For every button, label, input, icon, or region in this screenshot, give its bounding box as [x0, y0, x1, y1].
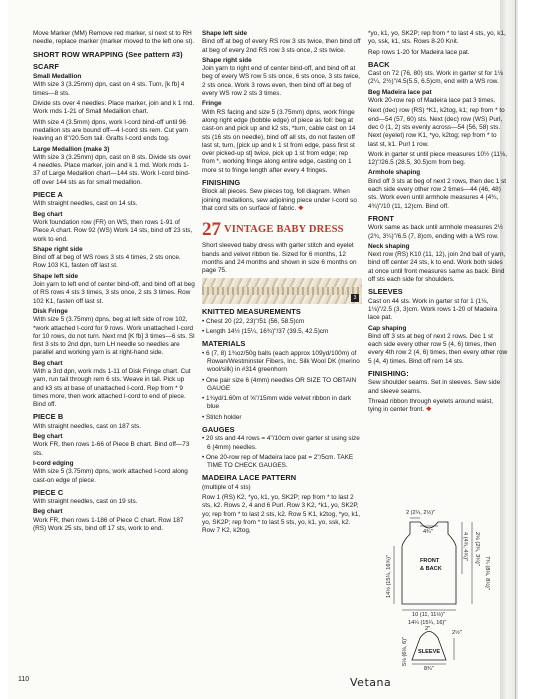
lace-pattern-heading: MADEIRA LACE PATTERN — [202, 473, 297, 483]
large-medallion-text: With size 3 (3.25mm) dpn, cast on 8 sts. Divide sts over 4 needles. Place marker, join and k 1 rnd. Work rnds 1-37 of Large Medallion chart—144 sts. Work I-cord bind-off over 144 sts as for small medallion. — [33, 153, 191, 186]
shape-left-heading: Shape left side — [33, 272, 79, 280]
beg-lace-text: Work 20-row rep of Madeira lace pat 3 times. — [368, 97, 496, 105]
front-text: Work same as back until armhole measures 2½ (2¾, 3¼)"/6.5 (7, 8)cm, ending with a WS row. — [368, 224, 503, 240]
lace-multiple: (multiple of 4 sts) — [202, 483, 251, 491]
beg-chart-text-3: Work FR, then rows 1-66 of Piece B chart. Bind off—73 sts. — [33, 441, 190, 457]
materials-heading: MATERIALS — [202, 339, 246, 349]
beg-chart-heading-1: Beg chart — [33, 210, 63, 218]
shape-left-heading-2: Shape left side — [202, 30, 248, 37]
back-text: Cast on 72 (76, 80) sts. Work in garter st for 1⅛ (2¼, 2½)"/4.5(5.5, 6.5)cm, end with a WS row. — [368, 70, 503, 86]
beg-chart-text-1: Work foundation row (FR) on WS, then rows 1-91 of Piece A chart. Row 92 (WS) Work 14 sts, bind off 23 sts, work to end. — [33, 218, 193, 243]
scarf-heading: SCARF — [33, 61, 59, 71]
piece-a-text: With straight needles, cast on 14 sts. — [33, 200, 138, 208]
neck-width-label: 4¾" — [423, 529, 433, 535]
materials-ribbon: • 1¾yd/1.60m of ⅝"/15mm wide velvet ribbon in dark blue — [202, 395, 352, 411]
small-medallion-text-1: With size 3 (3.25mm) dpn, cast on 4 sts. Turn, [k fb] 4 times—8 sts. — [33, 81, 185, 97]
lace-swatch-photo — [202, 278, 362, 304]
armhole-label: 2⅛ (2¾, 3¼)" — [474, 532, 480, 566]
ribbon-body: Thread ribbon through eyelets around waist, tying in center front. — [368, 397, 494, 414]
end-mark-icon: ❖ — [297, 204, 304, 212]
shape-right-text: Bind off at beg of WS rows 3 sts 4 times, 2 sts once. Row 103 K1, fasten off last st. — [33, 254, 181, 270]
materials-needles: • One pair size 6 (4mm) needles OR SIZE TO OBTAIN GAUGE — [202, 376, 357, 392]
shape-right-heading: Shape right side — [33, 245, 83, 253]
neck-text: Next row (RS) K10 (11, 12), join 2nd ball of yarn, bind off center 24 sts, k to end. Work both sides at once until front measures same as back. Bind off sts each side for shoulders. — [368, 251, 506, 284]
shape-left-text-2: Bind off at beg of every RS row 3 sts twice, then bind off at beg of every 2nd RS row 3 sts once, 2 sts twice. — [202, 38, 361, 54]
sleeve-bottom-label: 8¾" — [424, 666, 434, 670]
short-row-heading: SHORT ROW WRAPPING (See pattern #3) — [33, 49, 183, 59]
section-title — [202, 221, 362, 239]
sleeve-side-label: 2½" — [452, 630, 462, 636]
lace-repeat: Rep rows 1-20 for Madeira lace pat. — [368, 48, 470, 56]
materials-yarn: • 6 (7, 8) 1¾oz/50g balls (each approx 109yd/100m) of Rowan/Westminster Fibers, Inc. Silk Wool DK (merino wool/silk) in #314 greenhorn — [202, 349, 360, 374]
side-length-label: 7¾ (8⅛, 8½)" — [484, 556, 490, 590]
piece-b-heading: PIECE B — [33, 412, 64, 422]
finishing-body: Block all pieces. Sew pieces tog, foll diagram. When joining medallions, sew adjoining piece under I-cord so that cord sits on surface of fabric. — [202, 188, 357, 212]
sleeve-panel — [412, 632, 446, 661]
cap-heading: Cap shaping — [368, 324, 407, 332]
gauge-garter: • 20 sts and 44 rows = 4"/10cm over garter st using size 6 (4mm) needles. — [202, 435, 360, 451]
neck-heading: Neck shaping — [368, 242, 410, 250]
piece-c-text: With straight needles, cast on 19 sts. — [33, 498, 138, 506]
armhole-text: Bind off 3 sts at beg of next 2 rows, then dec 1 st each side every other row 2 times—44 (46, 48) sts. Work even until armhole measures 4 (4¾, 4¾)"/10 (11, 12)cm. Bind off. — [368, 177, 507, 210]
shape-right-text-2: Join yarn to right end of center bind-off, and bind off at beg of every WS row 5 sts once, 6 sts once, 3 sts twice, 2 sts once. Work 3 rows even, then bind off at beg of every WS row 2 sts 3 times. — [202, 65, 361, 98]
disk-fringe-text: With size 5 (3.75mm) dpns, beg at left side of row 102, *work attached I-cord for 9 rows. Work unattached I-cord for 10 rows, do not turn. Next rnd [K fb] 3 times—6 sts. Sl first 3 sts to 2nd dpn, turn LH needle so needles are parallel and working yarn is at right-hand side. — [33, 316, 195, 357]
icord-edging-text: With size 5 (3.75mm) dpns, work attached I-cord along cast-on edge of piece. — [33, 468, 188, 484]
fringe-heading: Fringe — [202, 100, 222, 108]
dress-intro: Short sleeved baby dress with garter stitch and eyelet bands and velvet ribbon tie. Sized for 6 months, 12 months and 24 months and shown in size 6 months on page 75. — [202, 242, 357, 275]
finishing-text — [202, 188, 362, 213]
piece-c-heading: PIECE C — [33, 487, 64, 497]
section-name: VINTAGE BABY DRESS — [224, 224, 344, 236]
sleeves-heading: SLEEVES — [368, 287, 403, 297]
small-medallion-text-3: With size 4 (3.5mm) dpns, work I-cord bind-off until 96 medallion sts are bound off—4 I-cord sts rem. Cut yarn leaving an 8"/20.5cm tail. Grafts I-cord ends tog. — [33, 118, 189, 143]
gauge-lace: • One 20-row rep of Madeira lace pat = 2"/5cm. TAKE TIME TO CHECK GAUGES. — [202, 453, 354, 470]
finishing-heading: FINISHING — [202, 178, 241, 188]
swatch-eyelet-band — [202, 287, 362, 295]
beg-chart-heading-4: Beg chart — [33, 508, 63, 516]
chest-measurement: • Chest 20 (22, 23)"/51 (56, 58.5)cm — [202, 317, 305, 325]
sleeve-length-label: 5⅛ (6⅛, 6)" — [402, 636, 408, 666]
signature-watermark: Vetana — [350, 676, 392, 689]
panel-label-front: FRONT — [420, 558, 440, 564]
beg-chart-heading-2: Beg chart — [33, 359, 63, 367]
back-heading: BACK — [368, 59, 390, 69]
garter-length-text: Work in garter st until piece measures 10½ (11⅛, 12)"/26.5 (28.5, 30.5)cm from beg. — [368, 150, 508, 167]
swatch-number-tag: 3 — [351, 294, 359, 302]
armhole-heading: Armhole shaping — [368, 169, 421, 177]
disk-fringe-heading: Disk Fringe — [33, 307, 68, 315]
column-2 — [202, 30, 362, 538]
sleeve-top-label: 2" — [425, 626, 431, 632]
body-length-label: 14½ (15¼, 16¾)" — [386, 554, 392, 598]
page-number: 110 — [18, 676, 30, 683]
piece-b-text: With straight needles, cast on 187 sts. — [33, 422, 141, 430]
sleeve-label: SLEEVE — [418, 649, 441, 655]
spine-edge — [515, 0, 516, 699]
section-number: 27 — [202, 219, 221, 241]
column-1 — [33, 30, 195, 535]
length-measurement: • Length 14½ (15¼, 16¾)"/37 (39.5, 42.5)cm — [202, 328, 329, 336]
small-medallion-heading: Small Medallion — [33, 73, 82, 81]
gauges-heading: GAUGES — [202, 424, 235, 434]
shape-right-heading-2: Shape right side — [202, 56, 252, 64]
finishing-text-2: Sew shoulder seams. Set in sleeves. Sew side and sleeve seams. — [368, 379, 501, 395]
lace-rows: Row 1 (RS) K2, *yo, k1, yo, SK2P; rep from * to last 2 sts, k2. Rows 2, 4 and 6 Purl. Row 3 K2, *k1, yo, SK2P, yo; rep from * to last 2 sts, k2. Row 5 K1, k2tog, *yo, k1, yo, SK2P; rep from * to last 5 sts, yo, k1, yo, ssk, k2. Row 7 K2, k2tog, — [202, 494, 361, 535]
small-medallion-text-2: Divide sts over 4 needles. Place marker, join and k 1 rnd. Work rnds 1-21 of Small Medallion chart. — [33, 100, 195, 116]
bottom-width-label: 10 (11, 11½)" — [412, 612, 445, 618]
beg-lace-heading: Beg Madeira lace pat — [368, 88, 432, 96]
materials-holder: • Stitch holder — [202, 413, 242, 421]
dec-rows-text: Next (dec) row (RS) *K1, k2tog, k1; rep from * to end—54 (57, 60) sts. Next (dec) row (WS) Purl, dec 0 (1, 2) sts evenly across—54 (56, 58) sts. Next (eyelet) row K1, *yo, k2tog; rep from * to last st, k1. Purl 1 row. — [368, 107, 505, 148]
beg-chart-text-4: Work FR, then rows 1-186 of Piece C chart. Row 187 (RS) Work 25 sts, bind off 17 sts, work to end. — [33, 516, 184, 533]
large-medallion-heading: Large Medallion (make 3) — [33, 145, 110, 153]
lace-rows-cont: *yo, k1, yo, SK2P; rep from * to last 4 sts, yo, k1, yo, ssk, k1, sts. Rows 8-20 Knit. — [368, 30, 506, 46]
top-width-label: 2 (2¼, 2½)" — [406, 510, 436, 516]
front-heading: FRONT — [368, 213, 394, 223]
shoulder-drop-label: 4 (4¾, 4¾)" — [462, 532, 468, 562]
shape-left-text: Join yarn to left end of center bind-off, and bind off at beg of RS rows 4 sts 3 times, 3 sts once, 2 sts 3 times. Row 102 K1, fasten off last st. — [33, 281, 195, 305]
panel-label-back: & BACK — [420, 566, 442, 572]
piece-a-heading: PIECE A — [33, 190, 63, 200]
beg-chart-heading-3: Beg chart — [33, 433, 63, 441]
fringe-text: With RS facing and size 5 (3.75mm) dpns, work fringe along right edge (bobble edge) of piece as foll: beg at cast-on and pick up and k2 sts, *turn, cable cast on 14 sts (16 sts on needle), bind off all sts, do not fasten off last st, turn, [pick up and k 1 st from edge, pass first st over picked-up st] twice, pick up 1 st from edge; rep from *, working fringe along entire edge, casting on 1 more st to fringe length after every 4 fringes. — [202, 108, 356, 174]
beg-chart-text-2: With a 3rd dpn, work rnds 1-11 of Disk Fringe chart. Cut yarn, run tail through rem 6 sts. Weave in tail. Pick up and k3 sts at base of unattached I-cord. Rep from * 9 times more, then work attached I-cord to end of piece. Bind off. — [33, 367, 191, 409]
column-3 — [368, 30, 508, 416]
sleeves-text: Cast on 44 sts. Work in garter st for 1 (1⅛, 1⅛)"/2.5 (3, 3)cm. Work rows 1-20 of Madeira lace pat. — [368, 297, 498, 322]
cap-text: Bind off 3 sts at beg of next 2 rows. Dec 1 st each side every other row 5 (4, 6) times, then every 4th row 2 (4, 6) times, then every other row 5 (4, 4) times. Bind off rem 14 sts. — [368, 332, 508, 365]
end-mark-icon-2: ❖ — [425, 406, 432, 414]
finishing-heading-2: FINISHING: — [368, 368, 409, 378]
icord-edging-heading: I-cord edging — [33, 459, 74, 467]
move-marker-text: Move Marker (MM) Remove red marker, sl next st to RH needle, replace marker (marker moved to the left one st). — [33, 30, 195, 46]
hem-width-label: 14¼ (15¼, 16)" — [408, 620, 447, 626]
measurements-heading: KNITTED MEASUREMENTS — [202, 307, 301, 317]
ribbon-text — [368, 398, 508, 415]
garment-schematic — [368, 500, 510, 670]
